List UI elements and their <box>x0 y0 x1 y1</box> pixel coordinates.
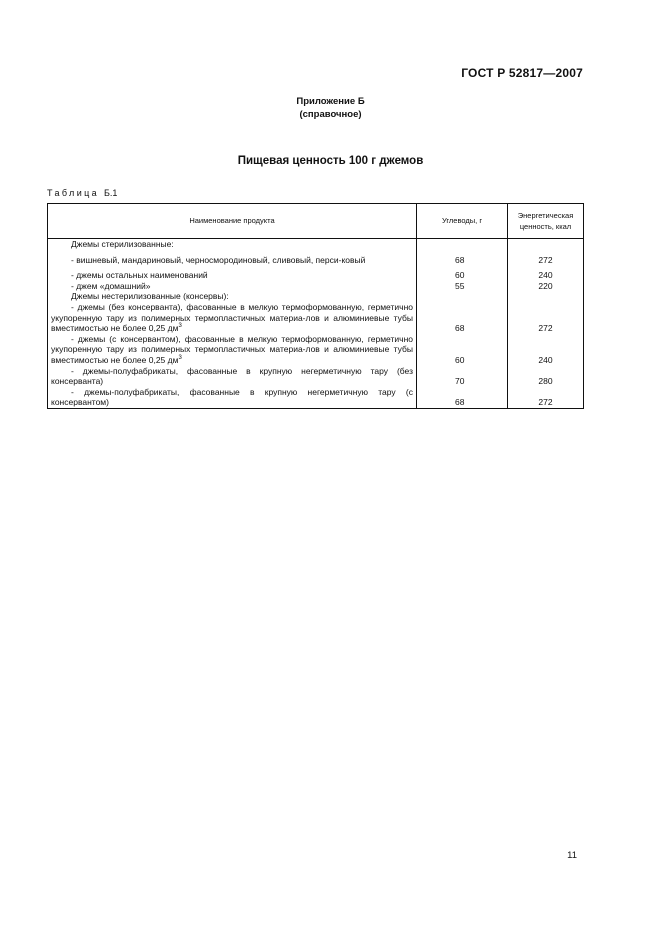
column-header-energy-line2: ценность, ккал <box>519 222 572 231</box>
row-carbs <box>417 239 508 250</box>
table-header-row <box>48 204 584 239</box>
row-carbs: 68 <box>417 387 508 409</box>
row-name-cell <box>48 291 417 302</box>
row-energy: 272 <box>508 302 584 334</box>
appendix-title: Приложение Б <box>296 96 365 107</box>
column-header-energy <box>508 204 584 239</box>
row-energy: 272 <box>508 387 584 409</box>
table-label-number: Б.1 <box>104 188 118 198</box>
table-row <box>48 387 584 409</box>
column-header-energy-line1: Энергетическая <box>517 211 574 220</box>
row-name-cell <box>48 239 417 250</box>
table-row <box>48 302 584 334</box>
superscript-cubic: 3 <box>178 355 182 362</box>
table-row <box>48 239 584 250</box>
table-row <box>48 281 584 292</box>
row-name-cell <box>48 387 417 409</box>
appendix-note: (справочное) <box>299 109 362 120</box>
row-carbs: 70 <box>417 366 508 387</box>
row-carbs: 68 <box>417 302 508 334</box>
row-name-cell <box>48 281 417 292</box>
row-name-cell <box>48 265 417 281</box>
row-energy <box>508 239 584 250</box>
row-name: - джемы-полуфабрикаты, фасованные в крупную негерметичную тару (с консервантом) <box>51 386 413 408</box>
row-carbs: 60 <box>417 265 508 281</box>
row-name: - джемы (с консервантом), фасованные в мелкую термоформованную, герметично укупоренную тару из полимерных термопластичных материа-лов и алюминиевые тубы вместимостью не более 0,25 дм <box>51 333 413 365</box>
page-title: Пищевая ценность 100 г джемов <box>237 155 424 167</box>
row-name-cell <box>48 302 417 334</box>
table-row <box>48 334 584 366</box>
row-name: - джемы остальных наименований <box>71 270 208 281</box>
row-carbs: 55 <box>417 281 508 292</box>
row-energy: 220 <box>508 281 584 292</box>
row-name-cell <box>48 334 417 366</box>
document-code: ГОСТ Р 52817—2007 <box>461 66 583 80</box>
column-header-carbs: Углеводы, г <box>417 204 508 239</box>
table-row <box>48 250 584 266</box>
column-header-name: Наименование продукта <box>48 204 417 239</box>
table-row <box>48 366 584 387</box>
row-name: - джемы-полуфабрикаты, фасованные в крупную негерметичную тару (без консерванта) <box>51 365 413 387</box>
row-carbs <box>417 291 508 302</box>
row-name-wrap <box>51 302 413 334</box>
row-name: - джемы (без консерванта), фасованные в мелкую термоформованную, герметично укупоренную тару из полимерных термопластичных материа-лов и алюминиевые тубы вместимостью не более 0,25 дм <box>51 301 413 334</box>
page-number: 11 <box>567 850 577 861</box>
row-name: Джемы стерилизованные: <box>71 239 174 249</box>
row-carbs: 68 <box>417 250 508 266</box>
row-energy: 280 <box>508 366 584 387</box>
row-name-wrap <box>51 334 413 366</box>
table-row <box>48 291 584 302</box>
row-name: Джемы нестерилизованные (консервы): <box>71 291 229 302</box>
table-label-word: Таблица <box>47 188 100 198</box>
superscript-cubic: 3 <box>178 323 182 330</box>
row-carbs: 60 <box>417 334 508 366</box>
table-row <box>48 265 584 281</box>
row-name-cell <box>48 250 417 266</box>
row-name-cell <box>48 366 417 387</box>
row-name: - вишневый, мандариновый, черносмородиновый, сливовый, перси-ковый <box>71 254 366 265</box>
row-name: - джем «домашний» <box>71 280 151 291</box>
row-energy: 272 <box>508 250 584 266</box>
row-energy <box>508 291 584 302</box>
nutrition-table <box>47 203 584 409</box>
row-energy: 240 <box>508 265 584 281</box>
appendix-heading <box>0 95 661 121</box>
table-label <box>47 188 117 198</box>
row-energy: 240 <box>508 334 584 366</box>
